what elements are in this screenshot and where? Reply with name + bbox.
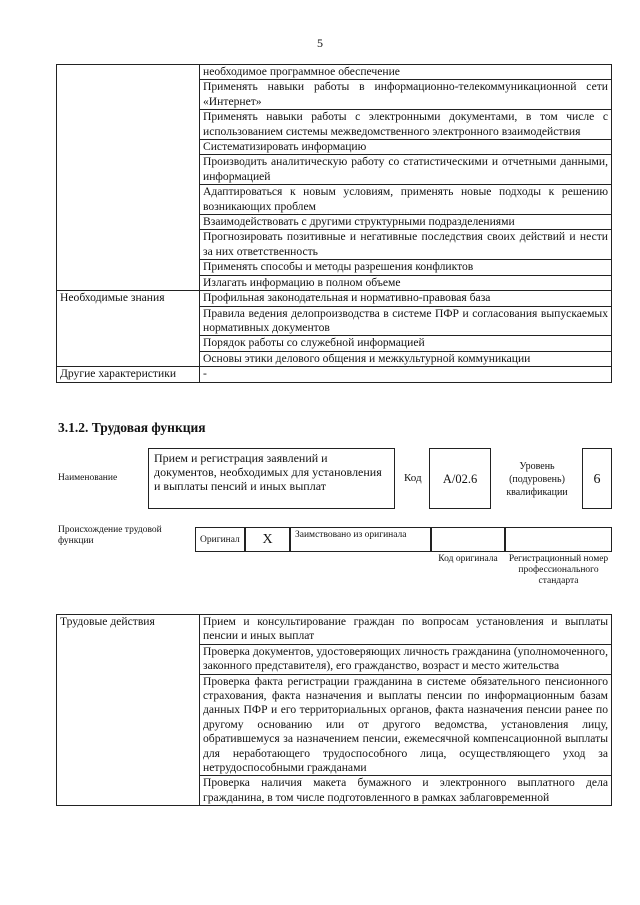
borrowed-cell: Заимствовано из оригинала <box>290 527 431 552</box>
labor-actions-label: Трудовые действия <box>57 615 200 806</box>
action-cell: Проверка документов, удостоверяющих личность гражданина (уполномоченного, законного представителя), его гражданство, возраст и место жительства <box>200 644 612 674</box>
reg-number-caption: Регистрационный номер профессионального стандарта <box>508 554 609 586</box>
skill-cell: Излагать информацию в полном объеме <box>200 275 612 290</box>
skill-cell: необходимое программное обеспечение <box>200 65 612 80</box>
page-number: 5 <box>317 36 323 50</box>
table-row <box>57 615 612 645</box>
other-characteristics-label: Другие характеристики <box>57 367 200 382</box>
table-row <box>57 65 612 80</box>
level-label: Уровень (подуровень) квалификации <box>506 461 568 498</box>
skill-cell: Взаимодействовать с другими структурными подразделениями <box>200 215 612 230</box>
original-mark-cell: X <box>245 527 290 552</box>
knowledge-label: Необходимые знания <box>57 291 200 367</box>
knowledge-cell: Порядок работы со служебной информацией <box>200 336 612 351</box>
origin-label: Происхождение трудовой функции <box>58 525 162 546</box>
function-name-box: Прием и регистрация заявлений и документов, необходимых для установления и выплаты пенсий и иных выплат <box>148 448 395 509</box>
table-row <box>57 291 612 306</box>
code-original-cell <box>431 527 505 552</box>
labor-actions-table <box>56 614 612 806</box>
action-cell: Проверка наличия макета бумажного и электронного выплатного дела гражданина, в том числе подготовленного в рамках заблаговременной <box>200 776 612 806</box>
continued-label-cell <box>57 65 200 291</box>
knowledge-cell: Правила ведения делопроизводства в системе ПФР и согласования выпускаемых нормативных документов <box>200 306 612 336</box>
skill-cell: Применять навыки работы в информационно-телекоммуникационной сети «Интернет» <box>200 80 612 110</box>
code-original-caption: Код оригинала <box>438 554 498 564</box>
skill-cell: Систематизировать информацию <box>200 140 612 155</box>
skill-cell: Прогнозировать позитивные и негативные последствия своих действий и нести за них ответственность <box>200 230 612 260</box>
original-cell: Оригинал <box>195 527 245 552</box>
function-code-box: А/02.6 <box>429 448 491 509</box>
code-label: Код <box>404 472 422 484</box>
qualification-level-box: 6 <box>582 448 612 509</box>
action-cell: Прием и консультирование граждан по вопросам установления и выплаты пенсии и иных выплат <box>200 615 612 645</box>
skill-cell: Производить аналитическую работу со статистическими и отчетными данными, информацией <box>200 155 612 185</box>
skill-cell: Адаптироваться к новым условиям, применять новые подходы к решению возникающих проблем <box>200 185 612 215</box>
table-row <box>57 367 612 382</box>
name-label: Наименование <box>58 473 118 483</box>
skills-knowledge-table <box>56 64 612 383</box>
reg-number-cell <box>505 527 612 552</box>
action-cell: Проверка факта регистрации гражданина в системе обязательного пенсионного страхования, факта назначения и выплаты пенсии по информационным базам данных ПФР и его территориальных органов, факта назначения пенсии ранее по другому основанию или от другого ведомства, установления лицу, обратившемуся за назначением пенсии, ежемесячной компенсационной выплаты для неработающего трудоспособного лица, осуществляющего уход за нетрудоспособными гражданами <box>200 674 612 776</box>
section-heading: 3.1.2. Трудовая функция <box>58 420 206 435</box>
skill-cell: Применять навыки работы с электронными документами, в том числе с использованием системы межведомственного электронного взаимодействия <box>200 110 612 140</box>
knowledge-cell: Основы этики делового общения и межкультурной коммуникации <box>200 351 612 366</box>
other-characteristics-value: - <box>200 367 612 382</box>
skill-cell: Применять способы и методы разрешения конфликтов <box>200 260 612 275</box>
knowledge-cell: Профильная законодательная и нормативно-правовая база <box>200 291 612 306</box>
